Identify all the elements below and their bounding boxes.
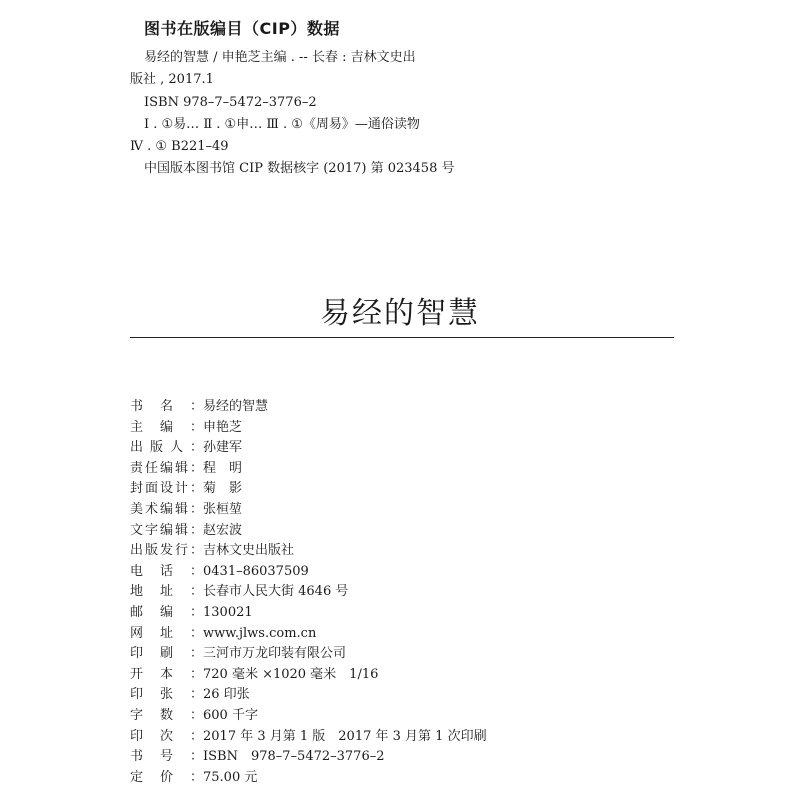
info-value: 130021 [203, 604, 253, 620]
info-row [130, 624, 487, 645]
info-value: 程 明 [203, 460, 243, 476]
info-label: 开 本 ： [130, 665, 203, 686]
info-label: 出 版 发 行 ： [130, 541, 203, 562]
info-row [130, 665, 487, 686]
info-colon: ： [189, 749, 203, 765]
cip-line-isbn: ISBN 978–7–5472–3776–2 [144, 94, 317, 110]
info-colon: ： [189, 625, 203, 641]
info-colon: ： [189, 687, 203, 703]
info-label: 电 话 ： [130, 562, 203, 583]
info-label: 印 刷 ： [130, 644, 203, 665]
info-label: 责 任 编 辑 ： [130, 459, 203, 480]
info-value: 2017 年 3 月第 1 版 2017 年 3 月第 1 次印刷 [203, 728, 487, 744]
info-colon: ： [189, 543, 203, 559]
info-row [130, 644, 487, 665]
info-row [130, 603, 487, 624]
info-row [130, 582, 487, 603]
cip-line-classification: Ⅳ . ① B221–49 [130, 139, 229, 155]
cip-line-title: 易经的智慧 / 申艳芝主编 . -- 长春 : 吉林文史出 [144, 50, 416, 65]
info-colon: ： [189, 769, 203, 785]
book-title: 易经的智慧 [320, 296, 480, 331]
info-colon: ： [189, 522, 203, 538]
info-value: 菊 影 [203, 481, 243, 497]
info-label: 主 编 ： [130, 418, 203, 439]
info-colon: ： [189, 646, 203, 662]
info-label: 封 面 设 计 ： [130, 479, 203, 500]
info-colon: ： [189, 440, 203, 456]
info-row [130, 418, 487, 439]
info-value: 三河市万龙印装有限公司 [203, 646, 347, 662]
info-colon: ： [189, 666, 203, 682]
cip-line-subjects: Ⅰ . ①易… Ⅱ . ①申… Ⅲ . ①《周易》—通俗读物 [144, 116, 420, 132]
info-colon: ： [189, 419, 203, 435]
info-colon: ： [189, 604, 203, 620]
info-label: 书 名 ： [130, 397, 203, 418]
info-label: 字 数 ： [130, 706, 203, 727]
info-label: 书 号 ： [130, 747, 203, 768]
info-colon: ： [189, 728, 203, 744]
info-value: 张桓堃 [203, 501, 243, 517]
info-row [130, 438, 487, 459]
info-label: 美 术 编 辑 ： [130, 500, 203, 521]
info-colon: ： [189, 399, 203, 414]
info-label: 地 址 ： [130, 582, 203, 603]
info-row [130, 397, 487, 418]
info-colon: ： [189, 460, 203, 476]
cip-data-block [130, 47, 690, 181]
info-value: 长春市人民大街 4646 号 [203, 584, 349, 600]
info-value: 0431–86037509 [203, 563, 309, 579]
info-value: 26 印张 [203, 687, 250, 703]
publication-info-table [130, 397, 487, 788]
info-row [130, 541, 487, 562]
info-value: 易经的智慧 [203, 399, 269, 414]
cip-heading: 图书在版编目（CIP）数据 [144, 19, 340, 38]
info-value: 孙建军 [203, 440, 243, 456]
info-colon: ： [189, 481, 203, 497]
info-value: ISBN 978–7–5472–3776–2 [203, 749, 385, 765]
info-row [130, 562, 487, 583]
info-label: 邮 编 ： [130, 603, 203, 624]
info-label: 文 字 编 辑 ： [130, 521, 203, 542]
info-label: 印 次 ： [130, 727, 203, 748]
info-row [130, 727, 487, 748]
info-row [130, 685, 487, 706]
title-divider [130, 337, 674, 338]
info-colon: ： [189, 584, 203, 600]
info-colon: ： [189, 563, 203, 579]
info-row [130, 747, 487, 768]
info-row [130, 706, 487, 727]
info-label: 印 张 ： [130, 685, 203, 706]
info-colon: ： [189, 501, 203, 517]
info-label: 定 价 ： [130, 768, 203, 789]
info-value: 75.00 元 [203, 769, 258, 785]
info-value: 720 毫米 ×1020 毫米 1/16 [203, 666, 379, 682]
info-value: 申艳芝 [203, 419, 243, 435]
cip-line-publisher: 版社 , 2017.1 [130, 72, 214, 88]
cip-line-record-number: 中国版本图书馆 CIP 数据核字 (2017) 第 023458 号 [144, 161, 455, 177]
info-label: 网 址 ： [130, 624, 203, 645]
info-colon: ： [189, 707, 203, 723]
info-label: 出 版 人 ： [130, 438, 203, 459]
info-value: 600 千字 [203, 707, 258, 723]
info-row [130, 500, 487, 521]
info-row [130, 768, 487, 789]
info-value: 吉林文史出版社 [203, 543, 295, 559]
info-row [130, 479, 487, 500]
info-value: 赵宏波 [203, 522, 243, 538]
info-value: www.jlws.com.cn [203, 625, 317, 641]
info-row [130, 521, 487, 542]
info-row [130, 459, 487, 480]
